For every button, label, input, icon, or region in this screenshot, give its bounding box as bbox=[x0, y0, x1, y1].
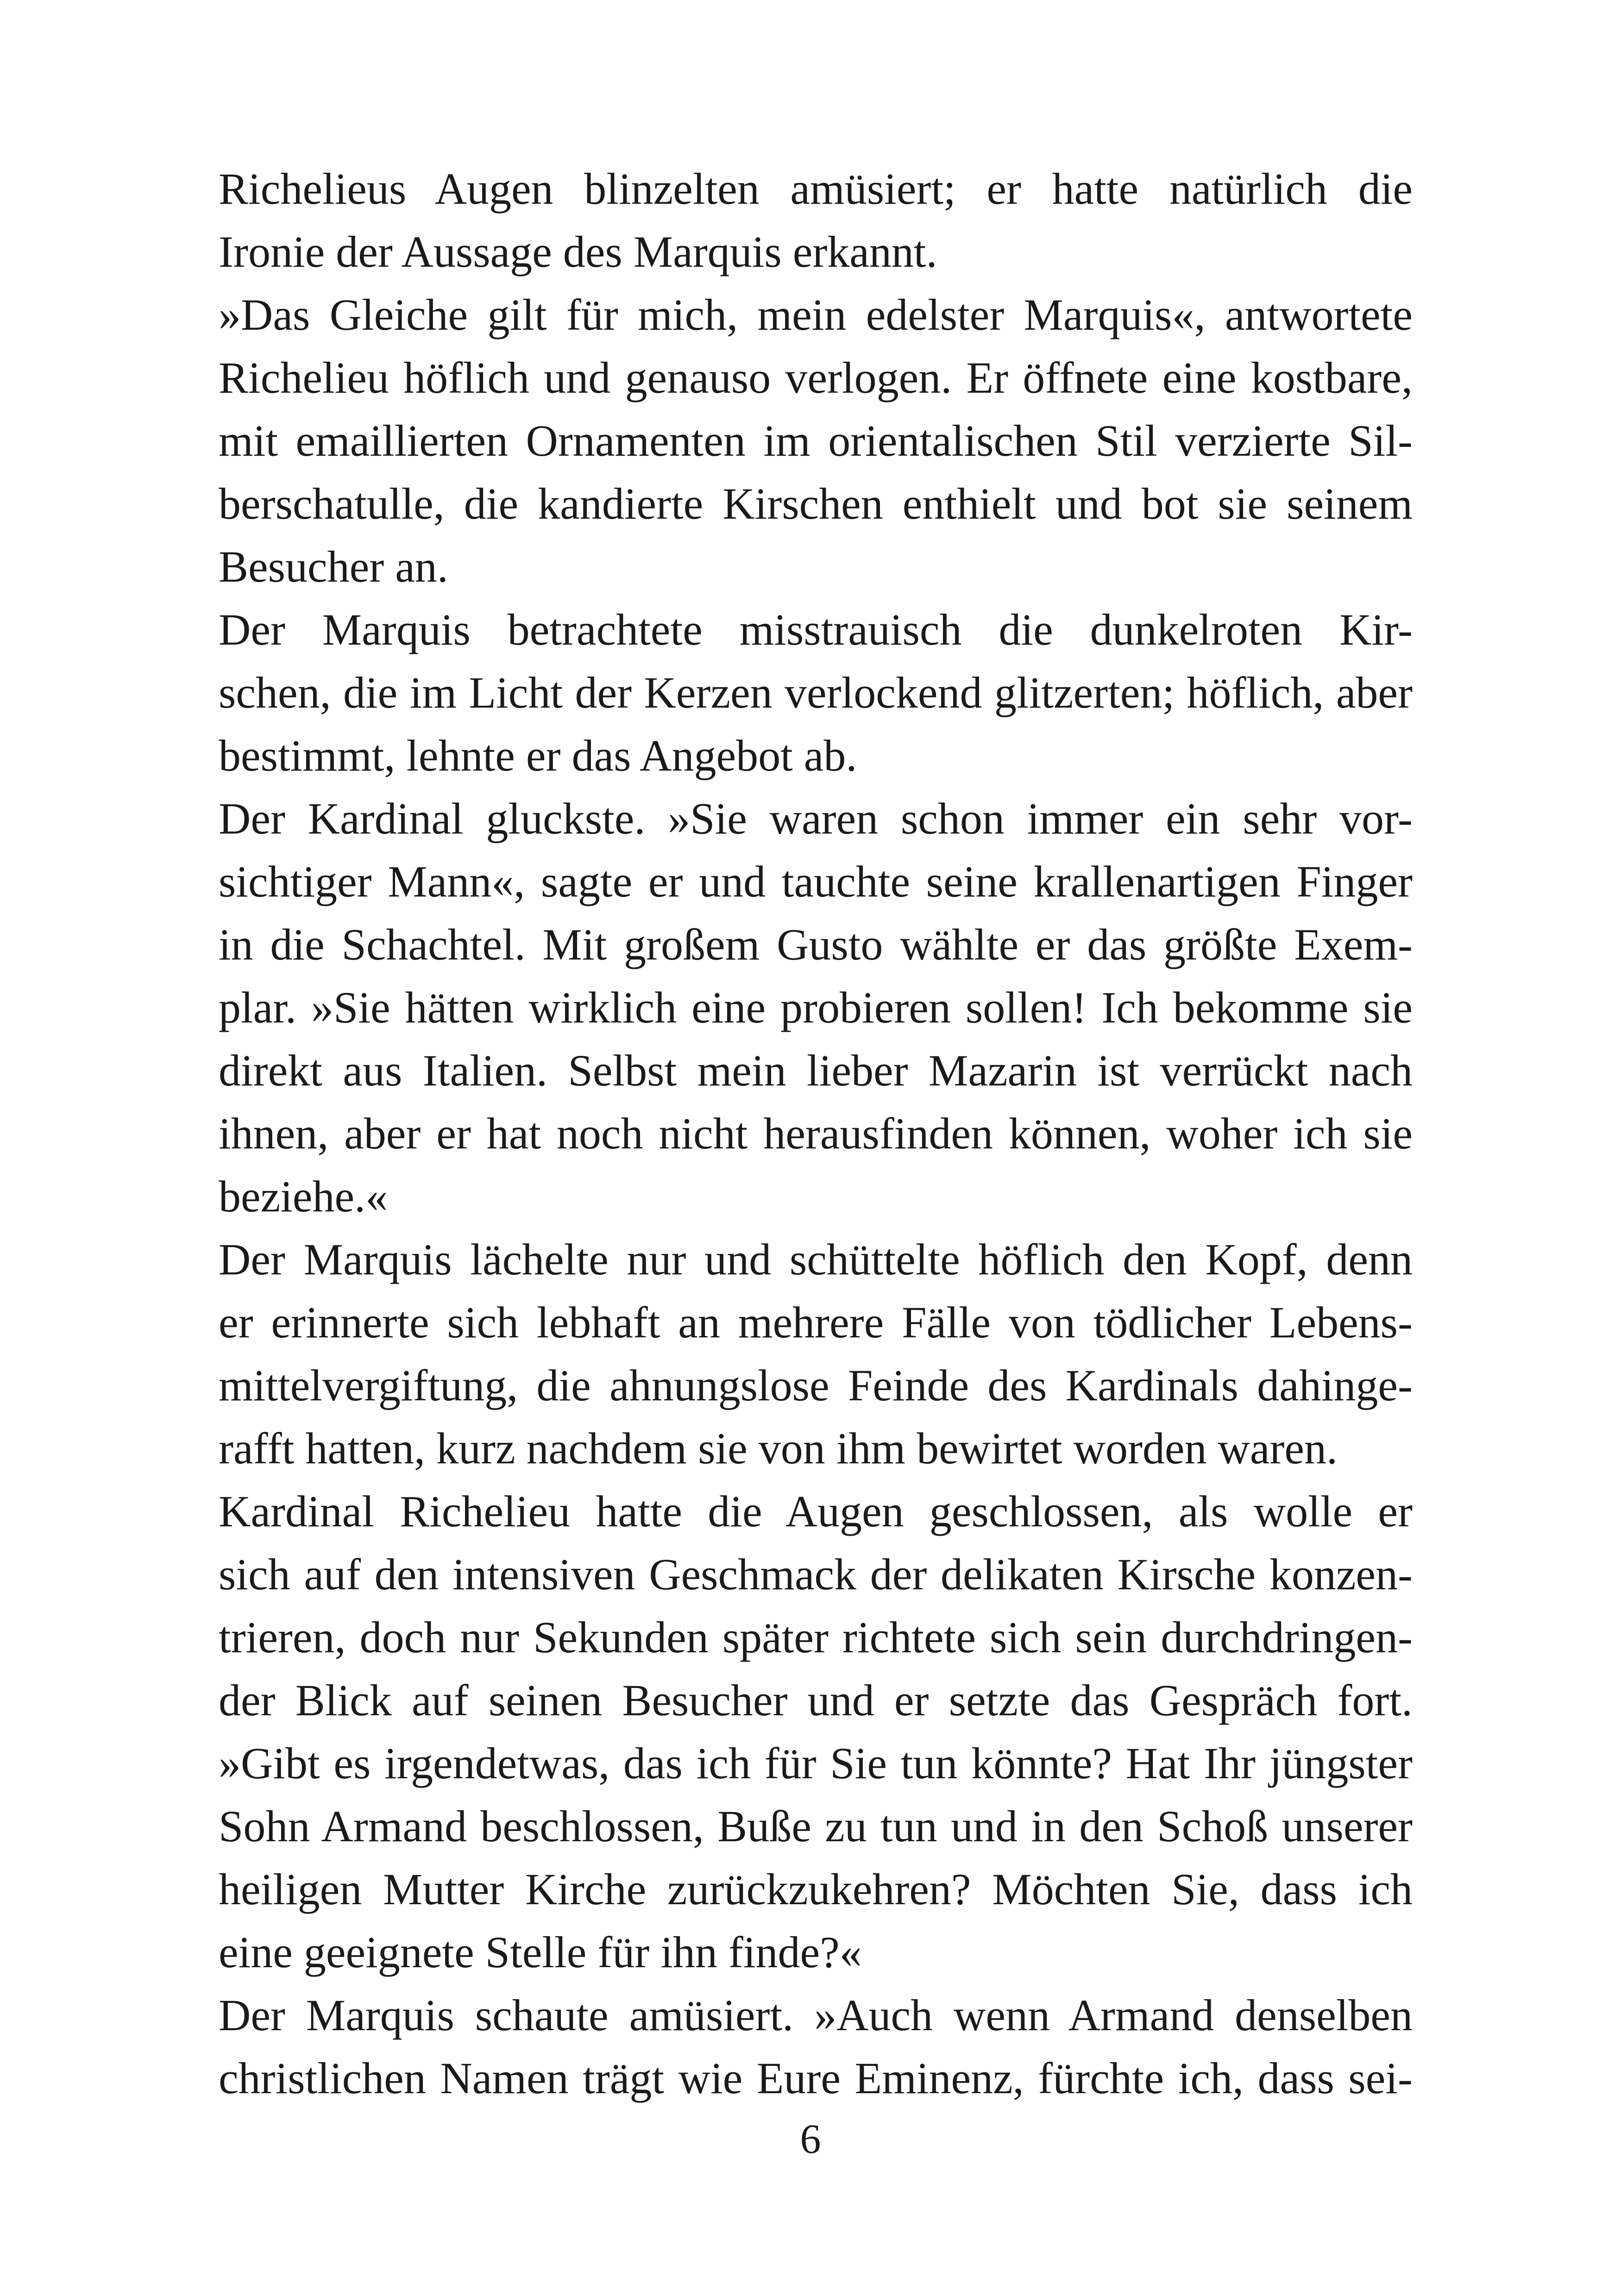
text-line: sich auf den intensiven Geschmack der delikaten Kirsche konzen- bbox=[219, 1549, 1413, 1599]
text-line: trieren, doch nur Sekunden später richtete sich sein durchdringen- bbox=[219, 1612, 1413, 1662]
text-line: in die Schachtel. Mit großem Gusto wählte er das größte Exem- bbox=[219, 920, 1413, 969]
text-line: Der Kardinal gluckste. »Sie waren schon immer ein sehr vor- bbox=[219, 794, 1413, 843]
text-line: Besucher an. bbox=[219, 542, 448, 591]
text-line: bestimmt, lehnte er das Angebot ab. bbox=[219, 731, 857, 780]
text-line: Richelieus Augen blinzelten amüsiert; er hatte natürlich die bbox=[219, 164, 1413, 213]
text-line: Der Marquis lächelte nur und schüttelte höflich den Kopf, denn bbox=[219, 1235, 1413, 1284]
page-number: 6 bbox=[800, 2116, 821, 2162]
text-line: Kardinal Richelieu hatte die Augen geschlossen, als wolle er bbox=[219, 1487, 1413, 1536]
text-line: Ironie der Aussage des Marquis erkannt. bbox=[219, 227, 937, 276]
text-line: Der Marquis schaute amüsiert. »Auch wenn Armand denselben bbox=[219, 1990, 1413, 2040]
paragraph bbox=[167, 157, 1413, 283]
text-line: mit emaillierten Ornamenten im orientalischen Stil verzierte Sil- bbox=[219, 416, 1413, 465]
paragraph bbox=[167, 787, 1413, 1228]
paragraph bbox=[167, 598, 1413, 787]
text-line: plar. »Sie hätten wirklich eine probieren sollen! Ich bekomme sie bbox=[219, 983, 1413, 1032]
text-line: er erinnerte sich lebhaft an mehrere Fälle von tödlicher Lebens- bbox=[219, 1298, 1413, 1347]
text-line: Richelieu höflich und genauso verlogen. Er öffnete eine kostbare, bbox=[219, 353, 1413, 402]
text-line: ihnen, aber er hat noch nicht herausfinden können, woher ich sie bbox=[219, 1109, 1413, 1158]
text-line: »Das Gleiche gilt für mich, mein edelster Marquis«, antwortete bbox=[219, 290, 1413, 339]
text-line: sichtiger Mann«, sagte er und tauchte seine krallenartigen Finger bbox=[219, 857, 1413, 906]
text-line: Sohn Armand beschlossen, Buße zu tun und in den Schoß unserer bbox=[219, 1801, 1413, 1851]
text-line: eine geeignete Stelle für ihn finde?« bbox=[219, 1927, 862, 1977]
text-line: christlichen Namen trägt wie Eure Eminenz, fürchte ich, dass sei- bbox=[219, 2053, 1413, 2103]
body-text bbox=[167, 157, 1413, 2110]
text-line: heiligen Mutter Kirche zurückzukehren? Möchten Sie, dass ich bbox=[219, 1864, 1413, 1914]
text-line: der Blick auf seinen Besucher und er setzte das Gespräch fort. bbox=[219, 1675, 1413, 1725]
paragraph bbox=[167, 283, 1413, 598]
text-line: rafft hatten, kurz nachdem sie von ihm bewirtet worden waren. bbox=[219, 1424, 1338, 1473]
text-line: beziehe.« bbox=[219, 1172, 388, 1221]
text-line: mittelvergiftung, die ahnungslose Feinde des Kardinals dahinge- bbox=[219, 1361, 1413, 1410]
text-line: »Gibt es irgendetwas, das ich für Sie tun könnte? Hat Ihr jüngster bbox=[219, 1738, 1413, 1788]
paragraph bbox=[167, 1480, 1413, 1984]
text-line: direkt aus Italien. Selbst mein lieber Mazarin ist verrückt nach bbox=[219, 1046, 1413, 1095]
paragraph bbox=[167, 1228, 1413, 1480]
text-line: schen, die im Licht der Kerzen verlockend glitzerten; höflich, aber bbox=[219, 668, 1413, 717]
paragraph bbox=[167, 1984, 1413, 2110]
text-line: berschatulle, die kandierte Kirschen enthielt und bot sie seinem bbox=[219, 479, 1413, 528]
text-line: Der Marquis betrachtete misstrauisch die dunkelroten Kir- bbox=[219, 605, 1413, 654]
